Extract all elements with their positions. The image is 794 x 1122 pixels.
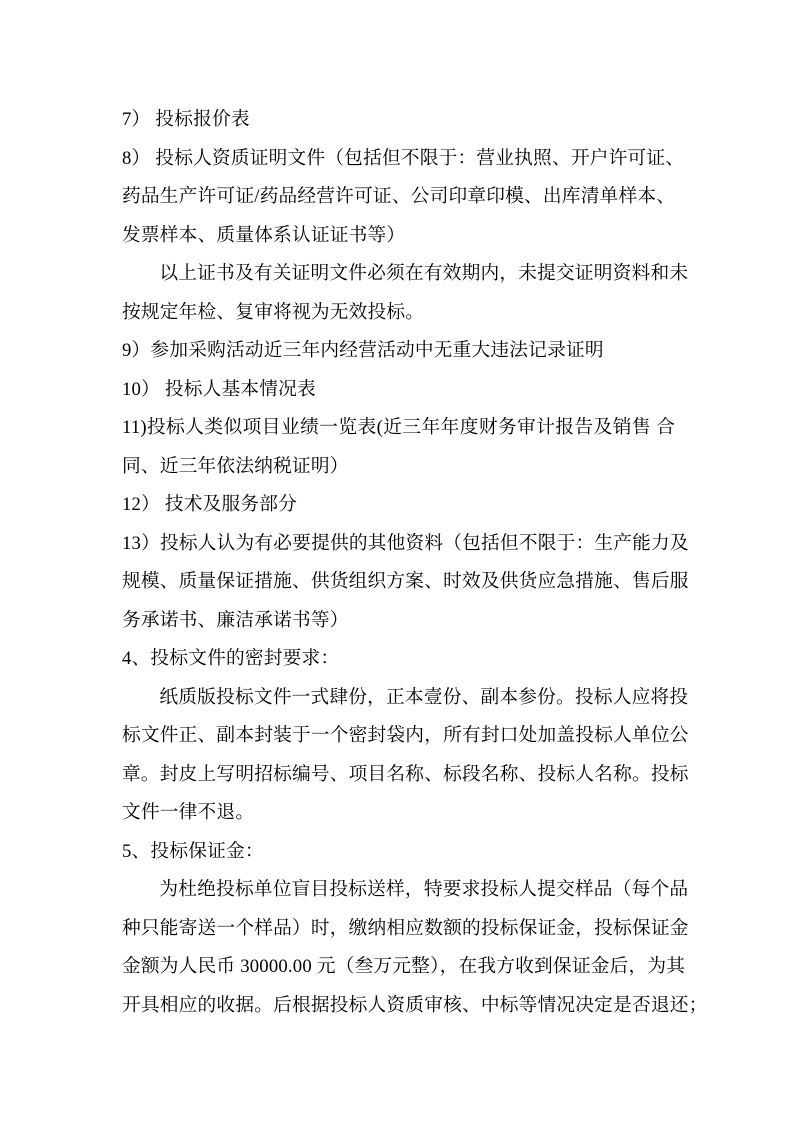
document-line: 同、近三年依法纳税证明） — [122, 455, 349, 477]
document-line: 为杜绝投标单位盲目投标送样，特要求投标人提交样品（每个品 — [159, 879, 689, 900]
document-line: 4、投标文件的密封要求： — [122, 648, 340, 669]
document-line: 规模、质量保证措施、供货组织方案、时效及供货应急措施、售后服 — [122, 571, 689, 592]
document-line: 开具相应的收据。后根据投标人资质审核、中标等情况决定是否退还； — [122, 994, 708, 1016]
document-line: 8） 投标人资质证明文件（包括但不限于：营业执照、开户许可证、 — [122, 147, 685, 169]
document-line: 章。封皮上写明招标编号、项目名称、标段名称、投标人名称。投标 — [122, 763, 689, 785]
document-line: 发票样本、质量体系认证证书等） — [122, 224, 406, 246]
document-line: 标文件正、副本封装于一个密封袋内，所有封口处加盖投标人单位公 — [122, 725, 689, 746]
document-line: 11)投标人类似项目业绩一览表(近三年年度财务审计报告及销售 合 — [122, 417, 675, 438]
document-line: 以上证书及有关证明文件必须在有效期内，未提交证明资料和未 — [159, 263, 689, 284]
document-line: 按规定年检、复审将视为无效投标。 — [122, 301, 425, 323]
document-line: 纸质版投标文件一式肆份，正本壹份、副本参份。投标人应将投 — [159, 686, 689, 708]
document-line: 13）投标人认为有必要提供的其他资料（包括但不限于：生产能力及 — [122, 532, 689, 554]
document-body — [122, 101, 708, 1025]
document-line: 5、投标保证金： — [122, 840, 264, 862]
document-line: 12） 技术及服务部分 — [122, 494, 298, 515]
document-line: 10） 投标人基本情况表 — [122, 378, 316, 400]
document-line: 药品生产许可证/药品经营许可证、公司印章印模、出库清单样本、 — [122, 186, 676, 207]
document-line: 9）参加采购活动近三年内经营活动中无重大违法记录证明 — [122, 340, 604, 361]
document-line: 金额为人民币 30000.00 元（叁万元整），在我方收到保证金后，为其 — [122, 956, 686, 977]
document-line: 文件一律不退。 — [122, 802, 255, 823]
document-line: 务承诺书、廉洁承诺书等） — [122, 609, 349, 631]
document-line: 7） 投标报价表 — [122, 109, 250, 130]
document-line: 种只能寄送一个样品）时，缴纳相应数额的投标保证金，投标保证金 — [122, 917, 689, 939]
